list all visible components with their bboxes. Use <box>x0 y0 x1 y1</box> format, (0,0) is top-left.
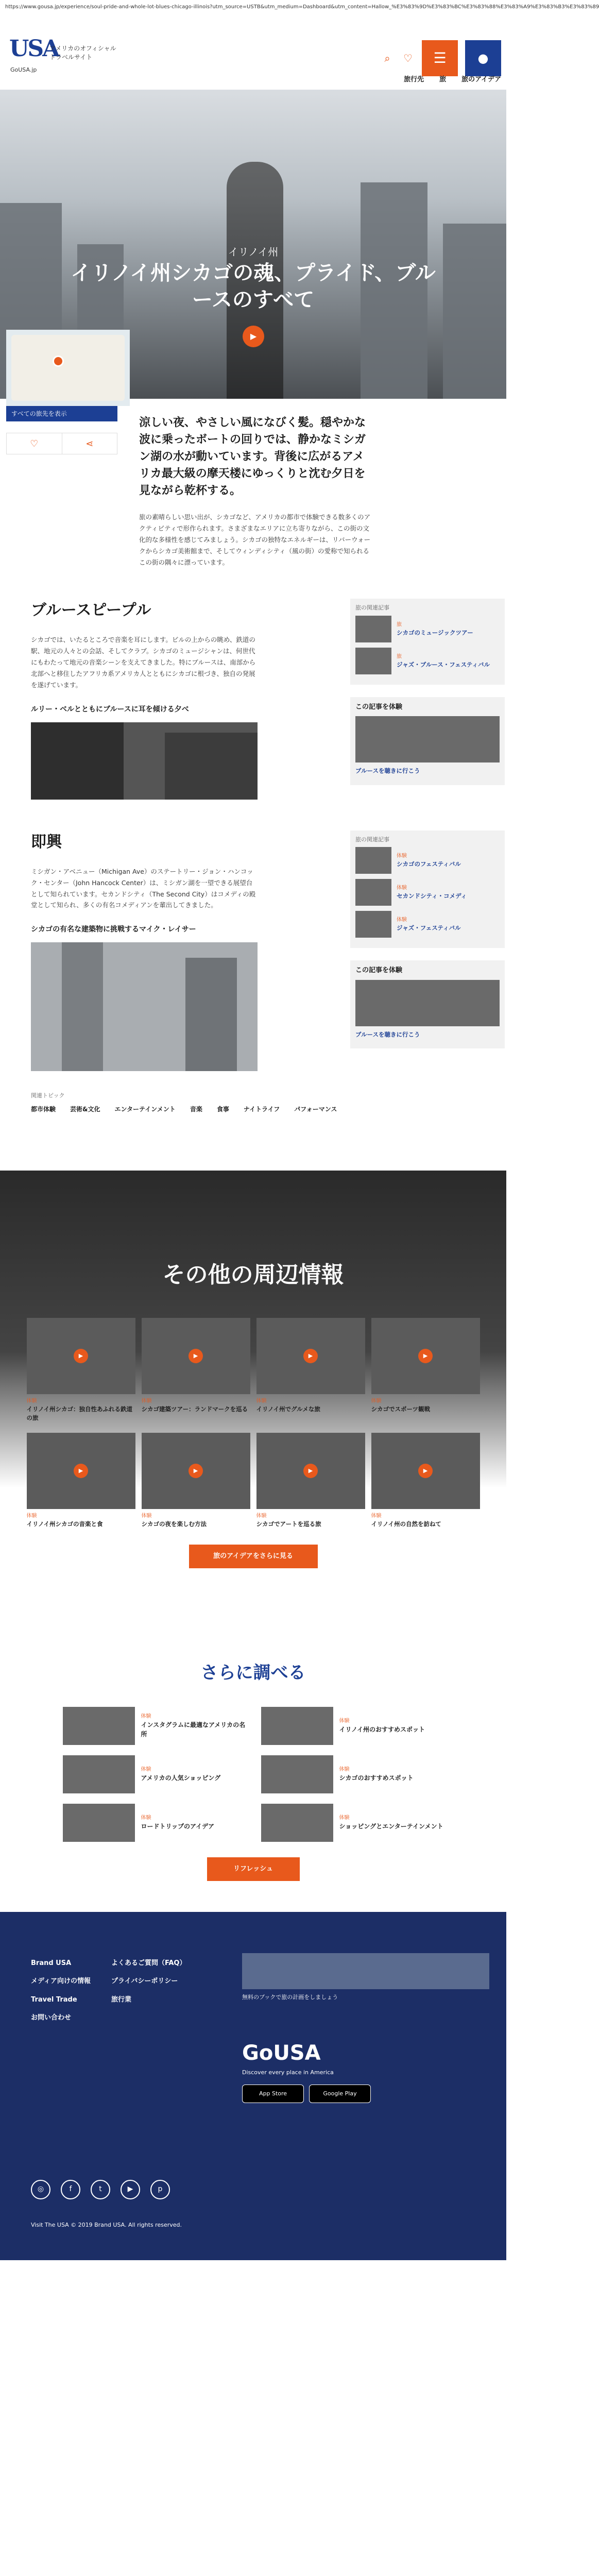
gousa-tagline: Discover every place in America <box>242 2069 334 2076</box>
section-improv <box>0 831 506 1072</box>
header-actions <box>381 40 501 76</box>
topic-link[interactable]: ナイトライフ <box>243 1105 280 1113</box>
gousa-tv-logo[interactable]: GoUSA <box>242 2041 321 2065</box>
footer-col <box>111 1958 186 2031</box>
nearby-grid <box>27 1318 480 1529</box>
related-category: 旅 <box>397 653 402 659</box>
nearby-title: その他の周辺情報 <box>162 1261 344 1288</box>
card-category: 体験 <box>256 1513 267 1519</box>
site-tagline: アメリカのオフィシャル トラベルサイト <box>49 45 116 61</box>
experience-card <box>350 697 505 785</box>
explore-item[interactable] <box>63 1707 246 1745</box>
explore-thumb <box>63 1755 135 1793</box>
related-item[interactable] <box>355 616 500 642</box>
related-title: セカンドシティ・コメディ <box>397 892 467 900</box>
explore-thumb <box>63 1804 135 1842</box>
related-title: シカゴのミュージックツアー <box>397 629 473 636</box>
nearby-image <box>371 1318 480 1394</box>
section-sidebar <box>350 831 505 1072</box>
app-store-badge[interactable]: App Store <box>242 2084 304 2103</box>
card-title: イリノイ州の自然を訪ねて <box>371 1520 441 1528</box>
topic-link[interactable]: 音楽 <box>190 1105 202 1113</box>
nearby-image <box>27 1318 135 1394</box>
usa-logo[interactable]: USA <box>9 36 59 62</box>
nearby-card[interactable] <box>142 1433 250 1529</box>
section-title: 即興 <box>31 833 62 851</box>
section-sidebar <box>350 599 505 799</box>
experience-card <box>350 960 505 1048</box>
app-badges <box>242 2084 489 2103</box>
footer-promo <box>242 1953 489 2103</box>
explore-thumb <box>63 1707 135 1745</box>
logo-subtitle: GoUSA.jp <box>10 66 37 73</box>
page-title: イリノイ州シカゴの魂、プライド、ブルースのすべて <box>71 261 436 312</box>
footer-links <box>31 1958 186 2031</box>
topics-label: 関連トピック <box>31 1092 65 1099</box>
instagram-icon[interactable]: ◎ <box>31 2180 50 2199</box>
explore-thumb <box>261 1707 333 1745</box>
related-thumb <box>355 616 391 642</box>
section-title: ブルースピープル <box>31 601 151 620</box>
item-title: シカゴのおすすめスポット <box>339 1774 414 1782</box>
refresh-button[interactable]: リフレッシュ <box>207 1857 300 1881</box>
item-category: 体験 <box>339 1815 350 1821</box>
nearby-image <box>256 1318 365 1394</box>
explore-title: さらに調べる <box>200 1662 306 1683</box>
section-blues <box>0 599 506 799</box>
play-icon[interactable]: ▶ <box>418 1349 433 1363</box>
nearby-card[interactable] <box>27 1433 135 1529</box>
explore-item[interactable] <box>261 1707 444 1745</box>
twitter-icon[interactable]: t <box>91 2180 110 2199</box>
map-land <box>11 335 125 401</box>
related-item[interactable] <box>355 879 500 906</box>
site-footer <box>0 1912 506 2260</box>
pinterest-icon[interactable]: p <box>150 2180 170 2199</box>
url-bar: https://www.gousa.jp/experience/soul-pride-and-whole-lot-blues-chicago-illinois?utm_source=USTB&utm_medium=Dashboard&utm_content=Hallow_%E3%83%9D%E3%83%BC%E3%83%88%E3%83%A9%E3%83%B3%E3%83%89 <box>0 0 506 12</box>
topic-link[interactable]: 芸術&文化 <box>70 1105 100 1113</box>
item-category: 体験 <box>141 1767 151 1773</box>
explore-section <box>0 1624 506 1912</box>
explore-thumb <box>261 1755 333 1793</box>
footer-link[interactable]: よくあるご質問（FAQ） <box>111 1959 186 1967</box>
section-body: ミシガン・アベニュー（Michigan Ave）のステートリー・ジョン・ハンコック・センター（John Hancock Center）は、ミシガン湖を一望できる展望台として知られています。セカンドシティ（The Second City）はコメディの殿堂として知られ、多くの有名コメディアンを輩出してきました。 <box>31 867 256 909</box>
nearby-card[interactable] <box>371 1433 480 1529</box>
social-links <box>31 2180 170 2199</box>
experience-link[interactable]: ブルースを聴きに行こう <box>355 1030 420 1038</box>
play-icon[interactable]: ▶ <box>189 1349 203 1363</box>
related-category: 体験 <box>397 917 407 923</box>
topic-link[interactable]: 都市体験 <box>31 1105 56 1113</box>
explore-item[interactable] <box>63 1755 246 1793</box>
related-thumb <box>355 847 391 874</box>
item-category: 体験 <box>339 1718 350 1724</box>
related-title: ジャズ・フェスティバル <box>397 924 461 932</box>
promo-image <box>242 1953 489 1989</box>
nav-item-ideas[interactable]: 旅のアイデア <box>461 75 501 83</box>
card-title: イリノイ州でグルメな旅 <box>256 1405 320 1413</box>
item-title: ロードトリップのアイデア <box>141 1823 214 1831</box>
share-icon[interactable]: ⋖ <box>85 438 94 449</box>
map-column <box>0 399 124 568</box>
nav-item-trips[interactable]: 旅 <box>439 75 447 83</box>
sidebar-label: 旅の関連記事 <box>355 836 389 843</box>
related-title: ジャズ・ブルース・フェスティバル <box>397 660 490 668</box>
card-title: イリノイ州シカゴの音楽と食 <box>26 1520 103 1528</box>
play-icon[interactable]: ▶ <box>74 1464 88 1478</box>
related-item[interactable] <box>355 648 500 674</box>
card-title: シカゴでアートを巡る旅 <box>256 1520 321 1528</box>
item-title: アメリカの人気ショッピング <box>141 1774 221 1782</box>
related-item[interactable] <box>355 911 500 938</box>
footer-link[interactable]: プライバシーポリシー <box>111 1977 178 1986</box>
nearby-section <box>0 1171 506 1624</box>
more-ideas-button[interactable]: 旅のアイデアをさらに見る <box>189 1545 318 1568</box>
experience-heading: この記事を体験 <box>355 703 403 711</box>
card-title: シカゴ建築ツアー：ランドマークを巡る <box>141 1405 248 1413</box>
promo-text: 無料のブックで旅の計画をしましょう <box>242 1993 338 2001</box>
experience-thumb <box>355 980 500 1026</box>
map-pin-icon[interactable] <box>53 355 64 367</box>
card-title: イリノイ州シカゴ：独自性あふれる鉄道の旅 <box>26 1405 133 1421</box>
footer-link[interactable]: Travel Trade <box>31 1995 77 2004</box>
explore-thumb <box>261 1804 333 1842</box>
section-main <box>0 599 258 799</box>
topic-list <box>31 1105 475 1114</box>
photo-shadow <box>165 733 258 800</box>
nearby-image <box>27 1433 135 1509</box>
youtube-icon[interactable]: ▶ <box>121 2180 140 2199</box>
nearby-card[interactable] <box>27 1318 135 1423</box>
related-card <box>350 831 505 948</box>
card-title: シカゴでスポーツ観戦 <box>371 1405 431 1413</box>
menu-icon[interactable]: ☰ <box>422 40 458 76</box>
explore-grid <box>63 1707 444 1842</box>
image-caption: ルリー・ベルとともにブルースに耳を傾ける夕べ <box>31 705 189 714</box>
tower-shape <box>62 942 103 1071</box>
main-nav <box>404 75 501 85</box>
footer-link[interactable]: 旅行業 <box>111 1995 131 2004</box>
related-thumb <box>355 648 391 674</box>
facebook-icon[interactable]: f <box>61 2180 80 2199</box>
related-category: 体験 <box>397 885 407 891</box>
user-icon[interactable]: ● <box>465 40 501 76</box>
experience-heading: この記事を体験 <box>355 967 403 975</box>
item-title: ショッピングとエンターテインメント <box>339 1823 443 1831</box>
site-header <box>0 12 506 90</box>
share-row <box>6 433 117 454</box>
improv-photo[interactable] <box>31 942 258 1071</box>
section-body: シカゴでは、いたるところで音楽を耳にします。ビルの上からの眺め、鉄道の駅、地元の人々との会話、そしてクラブ。シカゴのミュージシャンは、何世代にもわたって地元の音楽シーンを支えてきました。特にブルースは、南部から北部へと移住したアフリカ系アメリカ人とともにシカゴに根づき、独自の発展を遂げています。 <box>31 636 256 689</box>
related-thumb <box>355 879 391 906</box>
experience-thumb <box>355 716 500 762</box>
card-category: 体験 <box>371 1513 382 1519</box>
google-play-badge[interactable]: Google Play <box>309 2084 371 2103</box>
intro-lead: 涼しい夜、やさしい風になびく髪。穏やかな波に乗ったボートの回りでは、静かなミシガン湖の水が動いています。背後に広がるアメリカ最大級の摩天楼にゆっくりと沈む夕日を見ながら乾杯する。 <box>139 416 366 497</box>
nearby-card[interactable] <box>256 1318 365 1423</box>
card-category: 体験 <box>26 1513 37 1519</box>
play-icon[interactable]: ▶ <box>303 1464 318 1478</box>
photo-shadow <box>31 722 124 800</box>
nearby-image <box>371 1433 480 1509</box>
blues-photo[interactable] <box>31 722 258 800</box>
heart-icon[interactable]: ♡ <box>403 52 413 64</box>
nav-item-destinations[interactable]: 旅行先 <box>404 75 424 83</box>
tower-shape <box>185 958 237 1071</box>
nearby-card[interactable] <box>142 1318 250 1423</box>
play-icon[interactable]: ▶ <box>189 1464 203 1478</box>
item-title: インスタグラムに最適なアメリカの名所 <box>141 1721 246 1738</box>
intro-body: 旅の素晴らしい思い出が、シカゴなど、アメリカの都市で体験できる数多くのアクティビティで形作られます。さまざまなエリアに立ち寄りながら、この街の文化的な多様性を感じてみましょう。シカゴの独特なエネルギーは、リバーウォークからシカゴ美術館まで、そしてウィンディシティ（風の街）の愛称で知られるこの街の隅々に漂っています。 <box>139 513 371 566</box>
item-category: 体験 <box>141 1815 151 1821</box>
footer-link[interactable]: Brand USA <box>31 1959 72 1967</box>
related-title: シカゴのフェスティバル <box>397 860 461 868</box>
nearby-card[interactable] <box>371 1318 480 1423</box>
related-thumb <box>355 911 391 938</box>
card-category: 体験 <box>256 1398 267 1404</box>
related-category: 体験 <box>397 853 407 859</box>
copyright-text: Visit The USA © 2019 Brand USA. All rights reserved. <box>31 2221 182 2228</box>
related-topics <box>0 1071 506 1114</box>
intro-text <box>124 399 381 568</box>
topic-link[interactable]: エンターテインメント <box>114 1105 176 1113</box>
related-item[interactable] <box>355 847 500 874</box>
footer-col <box>31 1958 91 2031</box>
play-icon[interactable]: ▶ <box>74 1349 88 1363</box>
card-category: 体験 <box>26 1398 37 1404</box>
favorite-heart-icon[interactable]: ♡ <box>7 433 62 454</box>
all-places-link[interactable]: すべての旅先を表示 <box>6 406 117 421</box>
image-caption: シカゴの有名な建築物に挑戦するマイク・レイサー <box>31 925 196 934</box>
card-category: 体験 <box>141 1398 152 1404</box>
hero-kicker: イリノイ州 <box>228 246 279 258</box>
location-map[interactable] <box>6 330 130 406</box>
footer-link[interactable]: メディア向けの情報 <box>31 1977 91 1986</box>
card-title: シカゴの夜を楽しむ方法 <box>141 1520 207 1528</box>
nearby-card[interactable] <box>256 1433 365 1529</box>
item-category: 体験 <box>339 1767 350 1773</box>
item-category: 体験 <box>141 1714 151 1720</box>
footer-link[interactable]: お問い合わせ <box>31 2014 72 2022</box>
explore-item[interactable] <box>261 1804 444 1842</box>
sidebar-label: 旅の関連記事 <box>355 604 389 612</box>
topic-link[interactable]: パフォーマンス <box>294 1105 337 1113</box>
card-category: 体験 <box>141 1513 152 1519</box>
item-title: イリノイ州のおすすめスポット <box>339 1726 425 1734</box>
play-icon[interactable]: ▶ <box>303 1349 318 1363</box>
section-main <box>0 831 258 1072</box>
related-category: 旅 <box>397 621 402 628</box>
nearby-image <box>256 1433 365 1509</box>
explore-item[interactable] <box>63 1804 246 1842</box>
explore-item[interactable] <box>261 1755 444 1793</box>
intro-row <box>0 399 506 568</box>
experience-link[interactable]: ブルースを聴きに行こう <box>355 767 420 775</box>
nearby-image <box>142 1318 250 1394</box>
related-card <box>350 599 505 685</box>
search-icon[interactable]: ⌕ <box>384 52 390 64</box>
topic-link[interactable]: 食事 <box>216 1105 229 1113</box>
card-category: 体験 <box>371 1398 382 1404</box>
nearby-image <box>142 1433 250 1509</box>
play-icon[interactable]: ▶ <box>418 1464 433 1478</box>
play-icon[interactable]: ▶ <box>243 326 264 347</box>
